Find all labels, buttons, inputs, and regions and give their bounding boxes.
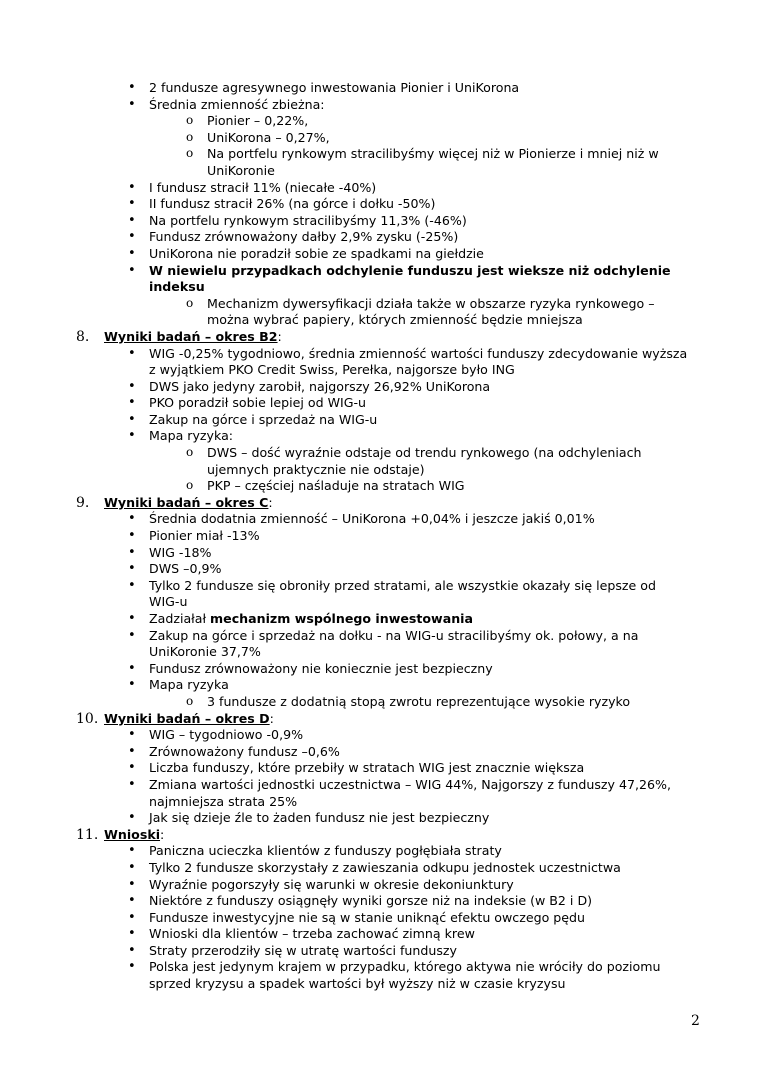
item-text: Zadziałał — [149, 611, 211, 626]
item-text: WIG -0,25% tygodniowo, średnia zmienność wartości funduszy zdecydowanie wyższa — [149, 345, 688, 361]
section-title-suffix: : — [160, 826, 165, 842]
item-text: Liczba funduszy, które przebiły w stratach WIG jest znacznie większa — [149, 760, 585, 776]
item-text: PKP – częściej naśladuje na stratach WIG — [207, 478, 465, 494]
bullet-icon: • — [128, 810, 136, 826]
item-text-continuation: ujemnych praktycznie nie odstaje) — [207, 461, 425, 477]
item-text: Polska jest jedynym krajem w przypadku, którego aktywa nie wróciły do poziomu — [149, 959, 661, 975]
section-number: 11. — [76, 826, 99, 843]
bullet-item — [76, 395, 706, 412]
item-text: Wnioski dla klientów – trzeba zachować zimną krew — [149, 926, 475, 942]
bullet-icon: • — [128, 760, 136, 776]
bullet-icon: • — [128, 959, 136, 975]
circle-bullet-icon: o — [186, 295, 194, 310]
sub-bullet-item — [76, 445, 706, 462]
item-text-continuation: UniKoronie — [207, 162, 275, 178]
bullet-item — [76, 346, 706, 363]
bullet-item — [76, 180, 706, 197]
section-heading — [76, 329, 706, 346]
bullet-item — [76, 97, 706, 114]
bullet-icon: • — [128, 378, 136, 394]
bullet-item — [76, 80, 706, 97]
item-text: W niewielu przypadkach odchylenie funduszu jest wieksze niż odchylenie — [149, 262, 671, 278]
circle-bullet-icon: o — [186, 693, 194, 708]
bullet-item — [76, 727, 706, 744]
item-text: Pionier miał -13% — [149, 528, 260, 544]
bullet-item — [76, 910, 706, 927]
section-title-suffix: : — [269, 710, 274, 726]
item-text-continuation: UniKoronie 37,7% — [149, 644, 261, 660]
item-text: 2 fundusze agresywnego inwestowania Pionier i UniKorona — [149, 80, 520, 95]
item-text-continuation: sprzed kryzysu a spadek wartości był wyższy niż w czasie kryzysu — [149, 976, 566, 992]
bullet-icon: • — [128, 96, 136, 112]
sub-bullet-item — [76, 694, 706, 711]
item-text: Na portfelu rynkowym stracilibyśmy 11,3% (-46%) — [149, 212, 467, 228]
bullet-item — [76, 628, 706, 645]
section-title: Wnioski — [104, 826, 161, 842]
bullet-icon: • — [128, 727, 136, 743]
section-heading — [76, 711, 706, 728]
bullet-item — [76, 412, 706, 429]
item-text: Wyraźnie pogorszyły się warunki w okresie dekoniunktury — [149, 876, 514, 892]
bullet-item — [76, 528, 706, 545]
bullet-icon: • — [128, 776, 136, 792]
section-title: Wyniki badań – okres D — [104, 710, 270, 726]
bullet-item — [76, 263, 706, 280]
section-number: 9. — [76, 494, 90, 511]
bullet-icon: • — [128, 926, 136, 942]
item-text-continuation: najmniejsza strata 25% — [149, 793, 298, 809]
bullet-icon: • — [128, 577, 136, 593]
item-text: DWS jako jedyny zarobił, najgorszy 26,92% UniKorona — [149, 378, 491, 394]
sub-bullet-item — [76, 478, 706, 495]
bullet-icon: • — [128, 859, 136, 875]
bullet-item — [76, 578, 706, 595]
item-text: Mapa ryzyka: — [149, 428, 234, 444]
circle-bullet-icon: o — [186, 445, 194, 460]
item-text: Fundusz zrównoważony dałby 2,9% zysku (-25%) — [149, 229, 459, 245]
bullet-item — [76, 843, 706, 860]
bullet-icon: • — [128, 212, 136, 228]
bullet-icon: • — [128, 528, 136, 544]
bullet-icon: • — [128, 245, 136, 261]
sub-bullet-item — [76, 130, 706, 147]
bullet-icon: • — [128, 262, 136, 278]
item-text: Paniczna ucieczka klientów z funduszy pogłębiała straty — [149, 843, 502, 859]
bullet-item — [76, 926, 706, 943]
item-text: Pionier – 0,22%, — [207, 113, 309, 129]
item-text: WIG -18% — [149, 544, 212, 560]
section-number: 8. — [76, 328, 90, 345]
item-text-continuation: WIG-u — [149, 594, 188, 610]
bullet-item — [76, 213, 706, 230]
document-content — [76, 80, 706, 993]
circle-bullet-icon: o — [186, 146, 194, 161]
circle-bullet-icon: o — [186, 478, 194, 493]
item-text: Zmiana wartości jednostki uczestnictwa – WIG 44%, Najgorszy z funduszy 47,26%, — [149, 776, 671, 792]
item-text: Średnia dodatnia zmienność – UniKorona +0,04% i jeszcze jakiś 0,01% — [149, 511, 595, 527]
bullet-icon: • — [128, 677, 136, 693]
bullet-icon: • — [128, 843, 136, 859]
item-text-continuation: z wyjątkiem PKO Credit Swiss, Perełka, najgorsze było ING — [149, 362, 515, 378]
bullet-icon: • — [128, 743, 136, 759]
bullet-item — [76, 959, 706, 976]
item-text: Mechanizm dywersyfikacji działa także w obszarze ryzyka rynkowego – — [207, 295, 655, 311]
bullet-item — [76, 379, 706, 396]
item-text: Tylko 2 fundusze skorzystały z zawieszania odkupu jednostek uczestnictwa — [149, 859, 621, 875]
item-text: Fundusz zrównoważony nie koniecznie jest bezpieczny — [149, 660, 493, 676]
bullet-item — [76, 661, 706, 678]
item-text: DWS –0,9% — [149, 561, 222, 577]
bullet-item — [76, 760, 706, 777]
bullet-item — [76, 561, 706, 578]
item-text: DWS – dość wyraźnie odstaje od trendu rynkowego (na odchyleniach — [207, 445, 642, 461]
circle-bullet-icon: o — [186, 113, 194, 128]
section-number: 10. — [76, 710, 99, 727]
bullet-icon: • — [128, 80, 136, 95]
section-title-suffix: : — [277, 328, 282, 344]
bullet-item — [76, 877, 706, 894]
item-text: Zrównoważony fundusz –0,6% — [149, 743, 340, 759]
bullet-icon: • — [128, 876, 136, 892]
bullet-icon: • — [128, 411, 136, 427]
bullet-item — [76, 744, 706, 761]
item-text: Średnia zmienność zbieżna: — [149, 96, 325, 112]
bullet-icon: • — [128, 395, 136, 411]
item-text: Na portfelu rynkowym stracilibyśmy więcej niż w Pionierze i mniej niż w — [207, 146, 659, 162]
bullet-item — [76, 777, 706, 794]
bullet-item — [76, 246, 706, 263]
section-title-suffix: : — [268, 494, 273, 510]
bullet-icon: • — [128, 611, 136, 626]
section-heading — [76, 495, 706, 512]
section-title: Wyniki badań – okres C — [104, 494, 269, 510]
bullet-item — [76, 860, 706, 877]
item-text: Jak się dzieje źle to żaden fundusz nie jest bezpieczny — [149, 810, 490, 826]
item-text: Zakup na górce i sprzedaż na dołku - na WIG-u stracilibyśmy ok. połowy, a na — [149, 627, 639, 643]
bullet-icon: • — [128, 561, 136, 577]
item-text: Straty przerodziły się w utratę wartości funduszy — [149, 942, 457, 958]
bullet-icon: • — [128, 229, 136, 245]
section-heading — [76, 827, 706, 844]
bullet-item — [76, 196, 706, 213]
item-text: Fundusze inwestycyjne nie są w stanie uniknąć efektu owczego pędu — [149, 909, 586, 925]
page-number: 2 — [691, 1013, 700, 1029]
item-text: Niektóre z funduszy osiągnęły wyniki gorsze niż na indeksie (w B2 i D) — [149, 893, 593, 909]
bullet-icon: • — [128, 511, 136, 527]
sub-bullet-item — [76, 113, 706, 130]
bullet-icon: • — [128, 544, 136, 560]
bullet-item — [76, 677, 706, 694]
item-text: UniKorona – 0,27%, — [207, 129, 330, 145]
item-text-bold: mechanizm wspólnego inwestowania — [210, 611, 473, 626]
item-text: Mapa ryzyka — [149, 677, 229, 693]
item-text: UniKorona nie poradził sobie ze spadkami na giełdzie — [149, 245, 484, 261]
item-text: I fundusz stracił 11% (niecałe -40%) — [149, 179, 377, 195]
bullet-item — [76, 611, 706, 628]
bullet-icon: • — [128, 660, 136, 676]
sub-bullet-item — [76, 146, 706, 163]
circle-bullet-icon: o — [186, 129, 194, 144]
bullet-item — [76, 229, 706, 246]
item-text: II fundusz stracił 26% (na górce i dołku -50%) — [149, 196, 436, 212]
bullet-item — [76, 893, 706, 910]
item-text: 3 fundusze z dodatnią stopą zwrotu reprezentujące wysokie ryzyko — [207, 693, 631, 709]
bullet-icon: • — [128, 196, 136, 212]
sub-bullet-item — [76, 296, 706, 313]
bullet-icon: • — [128, 179, 136, 195]
bullet-item — [76, 428, 706, 445]
bullet-icon: • — [128, 893, 136, 909]
item-text: WIG – tygodniowo -0,9% — [149, 727, 304, 743]
bullet-icon: • — [128, 909, 136, 925]
item-text-continuation: można wybrać papiery, których zmienność będzie mniejsza — [207, 312, 583, 328]
bullet-item — [76, 511, 706, 528]
item-text: Tylko 2 fundusze się obroniły przed stratami, ale wszystkie okazały się lepsze od — [149, 577, 656, 593]
bullet-item — [76, 943, 706, 960]
bullet-item — [76, 545, 706, 562]
item-text: Zakup na górce i sprzedaż na WIG-u — [149, 411, 378, 427]
item-text: PKO poradził sobie lepiej od WIG-u — [149, 395, 367, 411]
section-title: Wyniki badań – okres B2 — [104, 328, 278, 344]
bullet-item — [76, 810, 706, 827]
item-text-continuation: indeksu — [149, 279, 205, 295]
bullet-icon: • — [128, 627, 136, 643]
bullet-icon: • — [128, 345, 136, 361]
bullet-icon: • — [128, 428, 136, 444]
bullet-icon: • — [128, 942, 136, 958]
